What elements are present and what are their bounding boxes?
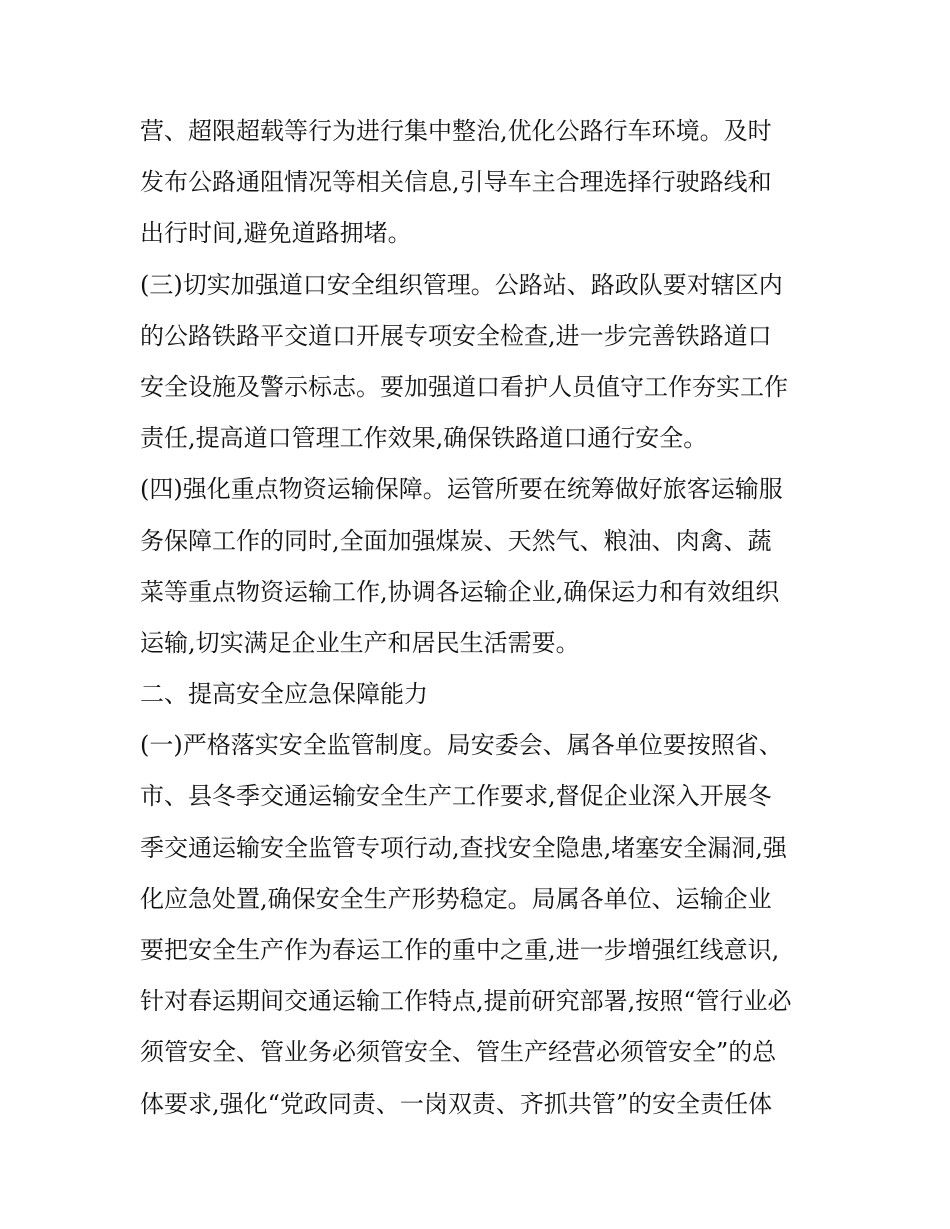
- text-line: 的公路铁路平交道口开展专项安全检查,进一步完善铁路道口: [140, 321, 772, 350]
- text-line: 须管安全、管业务必须管安全、管生产经营必须管安全”的总: [140, 1038, 777, 1067]
- text-line: 出行时间,避免道路拥堵。: [140, 219, 412, 248]
- text-line: 针对春运期间交通运输工作特点,提前研究部署,按照“管行业必: [140, 987, 792, 1016]
- chapter-heading: 二、提高安全应急保障能力: [140, 680, 428, 709]
- text-line: 体要求,强化“党政同责、一岗双责、齐抓共管”的安全责任体: [140, 1089, 773, 1118]
- text-line: 化应急处置,确保安全生产形势稳定。局属各单位、运输企业: [140, 884, 772, 913]
- text-line: 发布公路通阻情况等相关信息,引导车主合理选择行驶路线和: [140, 168, 772, 197]
- section-heading-1: (一)严格落实安全监管制度。局安委会、属各单位要按照省、: [140, 731, 783, 760]
- text-line: 菜等重点物资运输工作,协调各运输企业,确保运力和有效组织: [140, 577, 780, 606]
- body-text: [140, 106, 830, 1130]
- text-line: 责任,提高道口管理工作效果,确保铁路道口通行安全。: [140, 424, 708, 453]
- text-line: 营、超限超载等行为进行集中整治,优化公路行车环境。及时: [140, 117, 772, 145]
- section-heading-4: (四)强化重点物资运输保障。运管所要在统筹做好旅客运输服: [140, 475, 783, 504]
- text-line: 市、县冬季交通运输安全生产工作要求,督促企业深入开展冬: [140, 782, 772, 811]
- text-line: 安全设施及警示标志。要加强道口看护人员值守工作夯实工作: [140, 372, 788, 401]
- text-line: 务保障工作的同时,全面加强煤炭、天然气、粮油、肉禽、蔬: [140, 526, 772, 555]
- text-line: 要把安全生产作为春运工作的重中之重,进一步增强红线意识,: [140, 936, 780, 964]
- text-line: 季交通运输安全监管专项行动,查找安全隐患,堵塞安全漏洞,强: [140, 833, 787, 862]
- section-heading-3: (三)切实加强道口安全组织管理。公路站、路政队要对辖区内: [140, 270, 783, 299]
- text-line: 运输,切实满足企业生产和居民生活需要。: [140, 628, 580, 657]
